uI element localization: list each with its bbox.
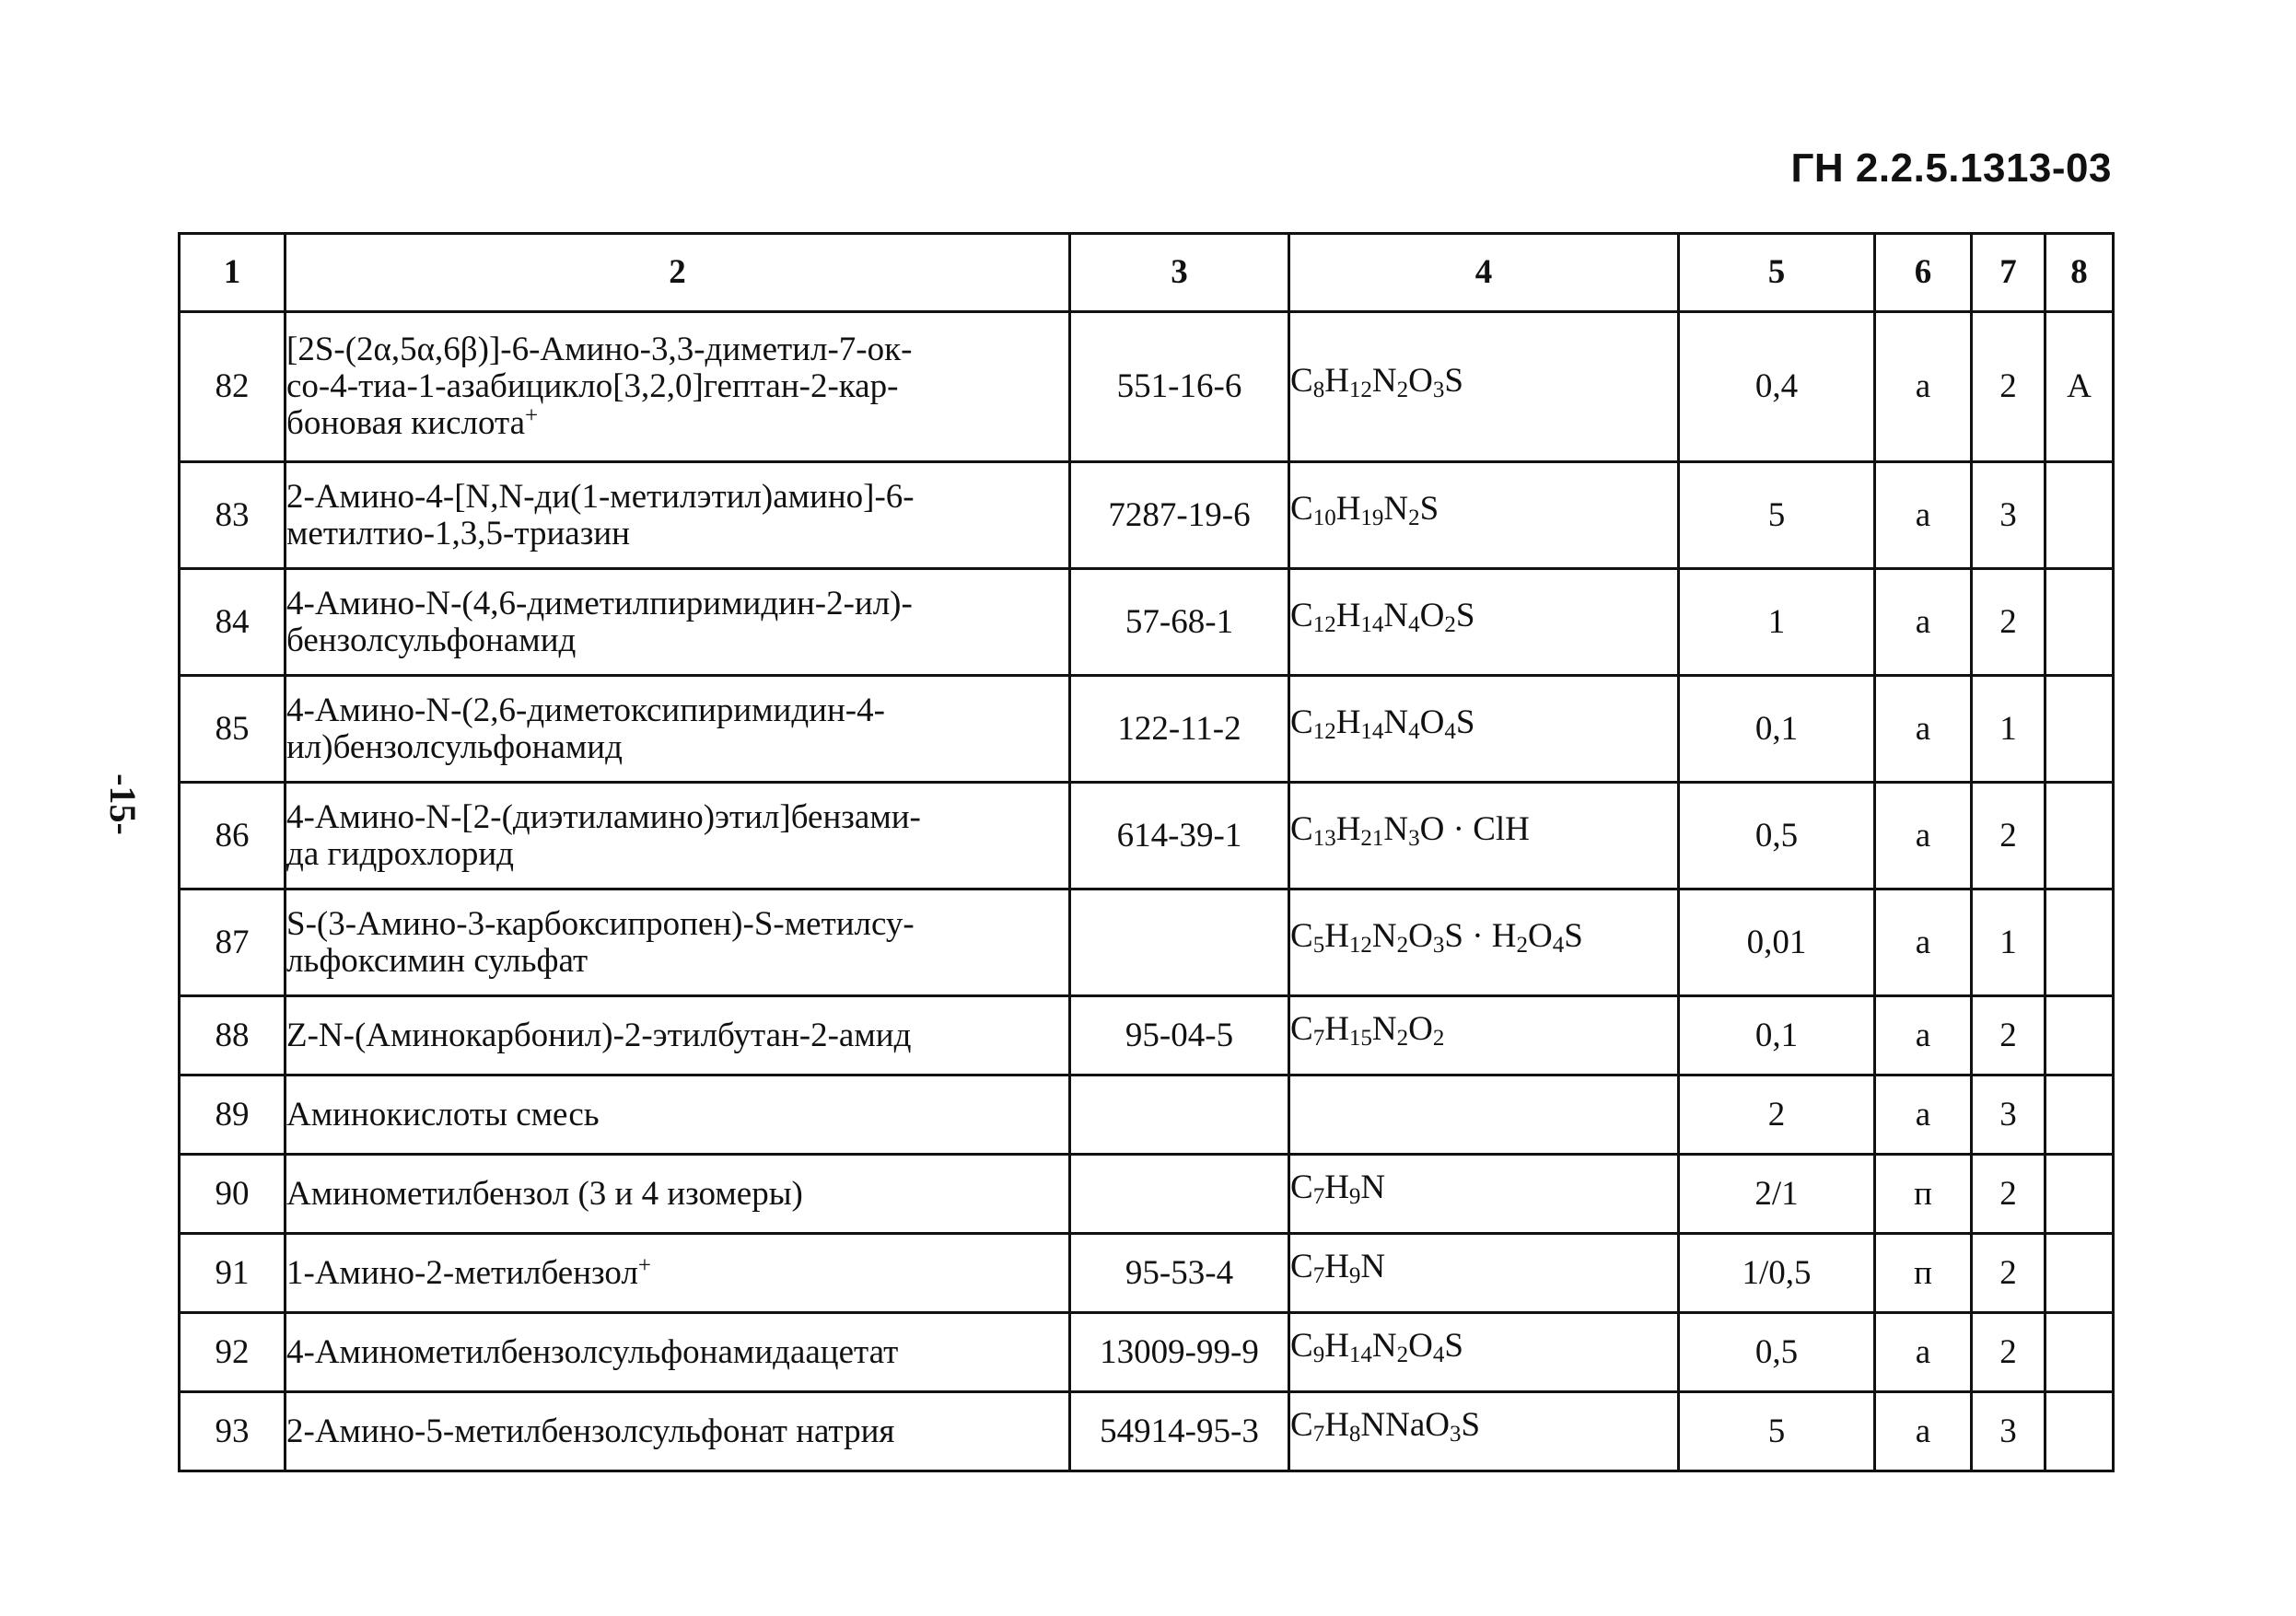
note-mark-cell: [2045, 462, 2114, 569]
aggregate-state: а: [1915, 816, 1931, 855]
cas-number: 57-68-1: [1125, 602, 1234, 641]
limit-value: 0,5: [1754, 1332, 1799, 1371]
limit-value: 1/0,5: [1742, 1253, 1812, 1292]
column-header: 1: [180, 234, 286, 312]
hazard-class: 3: [1999, 495, 2017, 534]
chemical-formula: $C_5H_{12}N_2O_3S \cdot H_2O_4S$: [1290, 917, 1583, 959]
row-number-cell: [180, 1155, 286, 1234]
substance-name-cell: [286, 676, 1070, 783]
chemical-formula: $C_7H_{15}N_2O_2$: [1290, 1010, 1445, 1052]
note-mark-cell: [2045, 1313, 2114, 1392]
substance-name-cell: [286, 1075, 1070, 1155]
hazard-class-cell: [1972, 996, 2045, 1075]
limit-value: 2/1: [1754, 1174, 1799, 1213]
chemical-formula-cell: [1289, 889, 1679, 996]
hazard-class-cell: [1972, 1234, 2045, 1313]
cas-number-cell: [1070, 569, 1289, 676]
cas-number: 95-04-5: [1125, 1016, 1234, 1054]
cas-number: 7287-19-6: [1108, 495, 1251, 534]
limit-value-cell: [1679, 783, 1875, 889]
chemical-formula-cell: [1289, 676, 1679, 783]
hazard-class-cell: [1972, 1313, 2045, 1392]
cas-number-cell: [1070, 1313, 1289, 1392]
substance-name: 4-Аминометилбензолсульфонамидаацетат: [286, 1332, 899, 1371]
limit-value-cell: [1679, 462, 1875, 569]
row-number-cell: [180, 889, 286, 996]
cas-number-cell: [1070, 462, 1289, 569]
hazard-class-cell: [1972, 889, 2045, 996]
chemical-formula: $C_9H_{14}N_2O_4S$: [1290, 1327, 1463, 1368]
row-number-cell: [180, 1313, 286, 1392]
cas-number-cell: [1070, 1234, 1289, 1313]
row-number: 86: [215, 816, 250, 855]
limit-value-cell: [1679, 312, 1875, 462]
row-number: 91: [215, 1253, 250, 1292]
hazard-class: 1: [1999, 923, 2017, 961]
aggregate-state: п: [1914, 1253, 1932, 1292]
row-number-cell: [180, 569, 286, 676]
aggregate-state-cell: [1875, 889, 1972, 996]
limit-value-cell: [1679, 1155, 1875, 1234]
chemical-formula-cell: [1289, 1313, 1679, 1392]
table-row: [180, 462, 2114, 569]
chemical-formula: $C_7H_9N$: [1290, 1248, 1386, 1289]
limit-value-cell: [1679, 569, 1875, 676]
aggregate-state: а: [1915, 923, 1931, 961]
cas-number: 122-11-2: [1117, 709, 1241, 748]
chemical-formula: $C_{10}H_{19}N_2S$: [1290, 490, 1439, 531]
limit-value: 2: [1767, 1095, 1786, 1134]
substance-name-cell: [286, 1392, 1070, 1471]
substance-name: 2-Амино-4-[N,N-ди(1-метилэтил)амино]-6- метилтио-1,3,5-триазин: [286, 477, 915, 552]
hazard-class: 3: [1999, 1412, 2017, 1450]
limit-value-cell: [1679, 1075, 1875, 1155]
note-mark-cell: [2045, 996, 2114, 1075]
cas-number-cell: [1070, 312, 1289, 462]
limit-value-cell: [1679, 1392, 1875, 1471]
chemical-formula-cell: [1289, 1234, 1679, 1313]
substance-name-cell: [286, 1313, 1070, 1392]
row-number-cell: [180, 462, 286, 569]
chemical-formula: $C_7H_9N$: [1290, 1168, 1386, 1210]
aggregate-state-cell: [1875, 1234, 1972, 1313]
cas-number-cell: [1070, 996, 1289, 1075]
table-row: [180, 1313, 2114, 1392]
cas-number: 95-53-4: [1125, 1253, 1234, 1292]
cas-number: 13009-99-9: [1100, 1332, 1259, 1371]
limit-value-cell: [1679, 889, 1875, 996]
hazard-class: 2: [1999, 816, 2017, 855]
chemical-formula-cell: [1289, 569, 1679, 676]
substance-name-cell: [286, 783, 1070, 889]
column-header: 6: [1875, 234, 1972, 312]
limit-value-cell: [1679, 1313, 1875, 1392]
hazard-class: 2: [1999, 1174, 2017, 1213]
aggregate-state-cell: [1875, 1075, 1972, 1155]
cas-number-cell: [1070, 783, 1289, 889]
table-row: [180, 1234, 2114, 1313]
aggregate-state-cell: [1875, 996, 1972, 1075]
aggregate-state: а: [1915, 1412, 1931, 1450]
row-number-cell: [180, 312, 286, 462]
hazard-class: 3: [1999, 1095, 2017, 1134]
aggregate-state: п: [1914, 1174, 1932, 1213]
row-number: 89: [215, 1095, 250, 1134]
aggregate-state: а: [1915, 495, 1931, 534]
table-row: [180, 1392, 2114, 1471]
limit-value-cell: [1679, 1234, 1875, 1313]
hazard-class-cell: [1972, 312, 2045, 462]
row-number-cell: [180, 996, 286, 1075]
chemical-formula: $C_{12}H_{14}N_4O_2S$: [1290, 597, 1475, 638]
table-row: [180, 996, 2114, 1075]
table-header-row: [180, 234, 2114, 312]
row-number: 87: [215, 923, 250, 961]
row-number: 88: [215, 1016, 250, 1054]
cas-number: 614-39-1: [1116, 816, 1242, 855]
substance-name-cell: [286, 1234, 1070, 1313]
chemical-formula: $C_{13}H_{21}N_3O$ · ClH: [1290, 810, 1530, 852]
document-code: ГН 2.2.5.1313-03: [1790, 145, 2112, 191]
hazard-class: 1: [1999, 709, 2017, 748]
substance-name: S-(3-Амино-3-карбоксипропен)-S-метилсу- льфоксимин сульфат: [286, 904, 915, 980]
table-row: [180, 676, 2114, 783]
hazard-class-cell: [1972, 676, 2045, 783]
hazard-class: 2: [1999, 367, 2017, 405]
substance-name: 1-Амино-2-метилбензол+: [286, 1252, 652, 1292]
substance-name: 4-Амино-N-(2,6-диметоксипиримидин-4- ил)бензолсульфонамид: [286, 691, 885, 766]
cas-number-cell: [1070, 1392, 1289, 1471]
note-mark-cell: [2045, 1392, 2114, 1471]
note-mark-cell: [2045, 676, 2114, 783]
row-number: 90: [215, 1174, 250, 1213]
limit-value: 5: [1767, 495, 1786, 534]
chemical-formula: $C_8H_{12}N_2O_3S$: [1290, 361, 1463, 402]
page-number: -15-: [101, 773, 144, 835]
column-header: 7: [1972, 234, 2045, 312]
aggregate-state-cell: [1875, 312, 1972, 462]
limit-value: 0,4: [1754, 367, 1799, 405]
table-row: [180, 1075, 2114, 1155]
substances-table: [178, 232, 2115, 1472]
note-mark-cell: [2045, 569, 2114, 676]
row-number: 84: [215, 602, 250, 641]
substance-name: 4-Амино-N-[2-(диэтиламино)этил]бензами- да гидрохлорид: [286, 797, 921, 873]
chemical-formula-cell: [1289, 1392, 1679, 1471]
aggregate-state: а: [1915, 602, 1931, 641]
limit-value: 0,1: [1754, 1016, 1799, 1054]
limit-value: 5: [1767, 1412, 1786, 1450]
chemical-formula: $C_{12}H_{14}N_4O_4S$: [1290, 703, 1475, 745]
aggregate-state: а: [1915, 709, 1931, 748]
row-number: 82: [215, 367, 250, 405]
aggregate-state: а: [1915, 1332, 1931, 1371]
table-row: [180, 569, 2114, 676]
chemical-formula-cell: [1289, 312, 1679, 462]
row-number: 93: [215, 1412, 250, 1450]
note-mark-cell: [2045, 1155, 2114, 1234]
row-number: 85: [215, 709, 250, 748]
cas-number: 54914-95-3: [1100, 1412, 1259, 1450]
chemical-formula-cell: [1289, 1155, 1679, 1234]
row-number-cell: [180, 1075, 286, 1155]
aggregate-state: а: [1915, 1016, 1931, 1054]
row-number-cell: [180, 783, 286, 889]
hazard-class: 2: [1999, 602, 2017, 641]
chemical-formula-cell: [1289, 783, 1679, 889]
substance-name: Z-N-(Аминокарбонил)-2-этилбутан-2-амид: [286, 1016, 912, 1054]
substance-name: Аминокислоты смесь: [286, 1095, 600, 1134]
substance-name-cell: [286, 996, 1070, 1075]
column-header: 8: [2045, 234, 2114, 312]
limit-value: 0,5: [1754, 816, 1799, 855]
chemical-formula-cell: [1289, 1075, 1679, 1155]
limit-value: 0,01: [1746, 923, 1807, 961]
substance-name-cell: [286, 1155, 1070, 1234]
table-row: [180, 889, 2114, 996]
column-header: 5: [1679, 234, 1875, 312]
aggregate-state-cell: [1875, 462, 1972, 569]
aggregate-state: а: [1915, 1095, 1931, 1134]
cas-number-cell: [1070, 676, 1289, 783]
hazard-class-cell: [1972, 569, 2045, 676]
note-mark-cell: [2045, 1075, 2114, 1155]
aggregate-state-cell: [1875, 1392, 1972, 1471]
substance-name: 2-Амино-5-метилбензолсульфонат натрия: [286, 1412, 895, 1450]
row-number-cell: [180, 1234, 286, 1313]
substance-name-cell: [286, 462, 1070, 569]
limit-value: 0,1: [1754, 709, 1799, 748]
note-mark-cell: [2045, 889, 2114, 996]
column-header: 4: [1289, 234, 1679, 312]
aggregate-state-cell: [1875, 676, 1972, 783]
hazard-class: 2: [1999, 1332, 2017, 1371]
cas-number: 551-16-6: [1116, 367, 1242, 405]
column-header: 3: [1070, 234, 1289, 312]
table-row: [180, 312, 2114, 462]
chemical-formula-cell: [1289, 462, 1679, 569]
row-number: 92: [215, 1332, 250, 1371]
hazard-class-cell: [1972, 783, 2045, 889]
cas-number-cell: [1070, 1075, 1289, 1155]
limit-value: 1: [1767, 602, 1786, 641]
table-row: [180, 783, 2114, 889]
hazard-class-cell: [1972, 462, 2045, 569]
limit-value-cell: [1679, 676, 1875, 783]
table-row: [180, 1155, 2114, 1234]
hazard-class: 2: [1999, 1016, 2017, 1054]
substance-name: Аминометилбензол (3 и 4 изомеры): [286, 1174, 803, 1213]
aggregate-state-cell: [1875, 783, 1972, 889]
substance-name-cell: [286, 889, 1070, 996]
hazard-class-cell: [1972, 1075, 2045, 1155]
substance-name-cell: [286, 312, 1070, 462]
note-mark-cell: [2045, 1234, 2114, 1313]
cas-number-cell: [1070, 1155, 1289, 1234]
note-mark-cell: [2045, 783, 2114, 889]
hazard-class-cell: [1972, 1392, 2045, 1471]
row-number: 83: [215, 495, 250, 534]
cas-number-cell: [1070, 889, 1289, 996]
aggregate-state-cell: [1875, 569, 1972, 676]
substance-name: [2S-(2α,5α,6β)]-6-Амино-3,3-диметил-7-ок- со-4-тиа-1-азабицикло[3,2,0]гептан-2-кар- боновая кислота+: [286, 331, 913, 442]
chemical-formula: $C_7H_8NNaO_3S$: [1290, 1406, 1481, 1447]
hazard-class: 2: [1999, 1253, 2017, 1292]
aggregate-state-cell: [1875, 1155, 1972, 1234]
substance-name-cell: [286, 569, 1070, 676]
hazard-class-cell: [1972, 1155, 2045, 1234]
row-number-cell: [180, 1392, 286, 1471]
aggregate-state: а: [1915, 367, 1931, 405]
chemical-formula-cell: [1289, 996, 1679, 1075]
limit-value-cell: [1679, 996, 1875, 1075]
aggregate-state-cell: [1875, 1313, 1972, 1392]
column-header: 2: [286, 234, 1070, 312]
substance-name: 4-Амино-N-(4,6-диметилпиримидин-2-ил)- бензолсульфонамид: [286, 584, 913, 659]
note-mark-cell: [2045, 312, 2114, 462]
row-number-cell: [180, 676, 286, 783]
note-mark: А: [2067, 367, 2092, 405]
